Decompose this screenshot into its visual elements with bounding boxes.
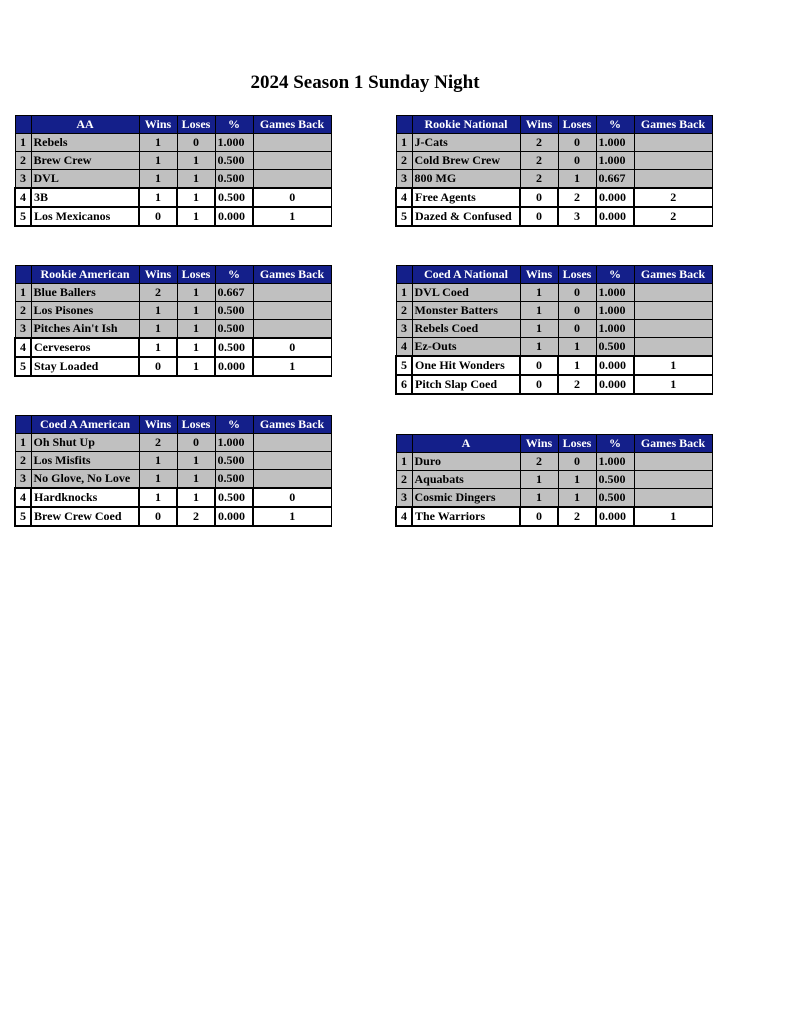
standings-table-rookie-national — [395, 115, 713, 227]
pct-cell: 0.500 — [215, 302, 253, 320]
wins-cell: 2 — [520, 152, 558, 170]
pct-cell: 0.500 — [215, 470, 253, 489]
team-name: The Warriors — [412, 507, 520, 526]
pct-cell: 0.500 — [215, 170, 253, 189]
games-back-cell — [634, 302, 712, 320]
table-row — [15, 357, 331, 376]
division-header: AA — [31, 116, 139, 134]
games-back-cell — [253, 284, 331, 302]
wins-cell: 0 — [520, 507, 558, 526]
standings-table-aa — [14, 115, 332, 227]
team-name: Brew Crew Coed — [31, 507, 139, 526]
team-name: Los Mexicanos — [31, 207, 139, 226]
loses-cell: 1 — [558, 170, 596, 189]
table-row — [396, 356, 712, 375]
loses-header: Loses — [558, 116, 596, 134]
wins-cell: 0 — [520, 188, 558, 207]
team-name: Free Agents — [412, 188, 520, 207]
rank-cell: 3 — [396, 170, 412, 189]
games-back-cell — [634, 338, 712, 357]
header-row — [396, 116, 712, 134]
games-back-cell — [253, 302, 331, 320]
wins-header: Wins — [520, 266, 558, 284]
table-row — [15, 207, 331, 226]
wins-header: Wins — [520, 435, 558, 453]
table-row — [396, 188, 712, 207]
rank-cell: 1 — [15, 134, 31, 152]
table-row — [396, 134, 712, 152]
wins-header: Wins — [520, 116, 558, 134]
games-back-cell — [253, 470, 331, 489]
table-row — [15, 134, 331, 152]
pct-cell: 0.500 — [596, 489, 634, 508]
table-row — [396, 507, 712, 526]
games-back-cell: 1 — [253, 207, 331, 226]
team-name: Dazed & Confused — [412, 207, 520, 226]
games-back-cell: 1 — [253, 357, 331, 376]
loses-cell: 0 — [177, 434, 215, 452]
team-name: Monster Batters — [412, 302, 520, 320]
team-name: Duro — [412, 453, 520, 471]
wins-cell: 1 — [520, 489, 558, 508]
games-back-cell — [634, 170, 712, 189]
pct-cell: 0.000 — [596, 375, 634, 394]
wins-cell: 1 — [139, 338, 177, 357]
rank-cell: 6 — [396, 375, 412, 394]
rank-header — [396, 116, 412, 134]
loses-cell: 1 — [177, 338, 215, 357]
table-row — [15, 284, 331, 302]
loses-header: Loses — [177, 266, 215, 284]
page-title: 2024 Season 1 Sunday Night — [250, 72, 480, 93]
rank-cell: 4 — [396, 507, 412, 526]
wins-cell: 0 — [139, 207, 177, 226]
games-back-cell: 1 — [634, 507, 712, 526]
loses-cell: 2 — [177, 507, 215, 526]
team-name: Los Pisones — [31, 302, 139, 320]
pct-header: % — [596, 266, 634, 284]
games-back-header: Games Back — [634, 116, 712, 134]
rank-cell: 1 — [396, 134, 412, 152]
pct-cell: 0.500 — [215, 320, 253, 339]
wins-cell: 2 — [520, 170, 558, 189]
pct-cell: 1.000 — [596, 284, 634, 302]
loses-cell: 1 — [177, 188, 215, 207]
pct-cell: 0.000 — [596, 188, 634, 207]
wins-cell: 2 — [139, 434, 177, 452]
rank-cell: 4 — [396, 338, 412, 357]
team-name: One Hit Wonders — [412, 356, 520, 375]
games-back-cell: 2 — [634, 188, 712, 207]
pct-cell: 1.000 — [215, 134, 253, 152]
table-row — [15, 507, 331, 526]
table-row — [15, 152, 331, 170]
header-row — [15, 416, 331, 434]
loses-cell: 2 — [558, 375, 596, 394]
loses-cell: 0 — [558, 152, 596, 170]
pct-cell: 0.000 — [215, 507, 253, 526]
team-name: Brew Crew — [31, 152, 139, 170]
rank-cell: 3 — [15, 320, 31, 339]
header-row — [396, 266, 712, 284]
team-name: Blue Ballers — [31, 284, 139, 302]
division-header: A — [412, 435, 520, 453]
games-back-cell — [253, 170, 331, 189]
pct-header: % — [215, 116, 253, 134]
table-row — [396, 152, 712, 170]
table-row — [15, 434, 331, 452]
games-back-cell — [634, 134, 712, 152]
loses-cell: 1 — [558, 489, 596, 508]
games-back-cell — [634, 453, 712, 471]
wins-cell: 1 — [520, 284, 558, 302]
wins-cell: 1 — [139, 152, 177, 170]
games-back-cell — [634, 152, 712, 170]
pct-cell: 1.000 — [596, 152, 634, 170]
wins-header: Wins — [139, 266, 177, 284]
wins-cell: 1 — [139, 170, 177, 189]
standings-table-coed-a-american — [14, 415, 332, 527]
wins-header: Wins — [139, 416, 177, 434]
pct-cell: 0.000 — [596, 356, 634, 375]
loses-cell: 2 — [558, 188, 596, 207]
rank-cell: 2 — [396, 302, 412, 320]
table-row — [396, 338, 712, 357]
rank-header — [396, 266, 412, 284]
division-header: Rookie National — [412, 116, 520, 134]
division-header: Coed A National — [412, 266, 520, 284]
loses-cell: 0 — [558, 284, 596, 302]
rank-cell: 2 — [15, 152, 31, 170]
team-name: Rebels — [31, 134, 139, 152]
loses-cell: 0 — [558, 453, 596, 471]
wins-cell: 0 — [520, 207, 558, 226]
loses-cell: 0 — [558, 320, 596, 338]
table-row — [396, 207, 712, 226]
loses-header: Loses — [177, 116, 215, 134]
pct-header: % — [215, 416, 253, 434]
loses-cell: 1 — [177, 452, 215, 470]
wins-cell: 2 — [139, 284, 177, 302]
rank-cell: 5 — [396, 207, 412, 226]
pct-cell: 0.000 — [596, 207, 634, 226]
loses-cell: 1 — [177, 170, 215, 189]
loses-cell: 1 — [177, 320, 215, 339]
standings-table-coed-a-national — [395, 265, 713, 395]
rank-cell: 2 — [396, 471, 412, 489]
wins-cell: 1 — [139, 302, 177, 320]
pct-cell: 0.500 — [596, 471, 634, 489]
wins-cell: 2 — [520, 453, 558, 471]
games-back-cell: 0 — [253, 488, 331, 507]
wins-cell: 2 — [520, 134, 558, 152]
team-name: Stay Loaded — [31, 357, 139, 376]
pct-cell: 1.000 — [596, 302, 634, 320]
rank-cell: 4 — [15, 338, 31, 357]
loses-cell: 1 — [558, 471, 596, 489]
pct-header: % — [596, 116, 634, 134]
wins-cell: 1 — [520, 338, 558, 357]
games-back-cell: 0 — [253, 188, 331, 207]
games-back-cell: 0 — [253, 338, 331, 357]
rank-cell: 5 — [15, 507, 31, 526]
loses-cell: 0 — [558, 134, 596, 152]
pct-cell: 0.000 — [215, 357, 253, 376]
team-name: Pitches Ain't Ish — [31, 320, 139, 339]
team-name: Cold Brew Crew — [412, 152, 520, 170]
games-back-header: Games Back — [253, 266, 331, 284]
pct-cell: 0.500 — [215, 452, 253, 470]
team-name: Aquabats — [412, 471, 520, 489]
table-row — [396, 375, 712, 394]
games-back-header: Games Back — [253, 416, 331, 434]
table-row — [15, 470, 331, 489]
rank-cell: 2 — [396, 152, 412, 170]
rank-cell: 1 — [396, 284, 412, 302]
loses-cell: 3 — [558, 207, 596, 226]
table-row — [15, 188, 331, 207]
table-row — [15, 338, 331, 357]
wins-cell: 1 — [139, 320, 177, 339]
rank-cell: 3 — [396, 489, 412, 508]
team-name: 800 MG — [412, 170, 520, 189]
pct-cell: 0.500 — [215, 338, 253, 357]
rank-cell: 1 — [396, 453, 412, 471]
division-header: Coed A American — [31, 416, 139, 434]
pct-cell: 0.667 — [215, 284, 253, 302]
pct-cell: 0.000 — [596, 507, 634, 526]
wins-cell: 1 — [139, 488, 177, 507]
rank-header — [15, 116, 31, 134]
loses-cell: 1 — [177, 284, 215, 302]
rank-cell: 1 — [15, 434, 31, 452]
team-name: Los Misfits — [31, 452, 139, 470]
rank-cell: 5 — [396, 356, 412, 375]
wins-cell: 0 — [520, 356, 558, 375]
games-back-cell — [634, 320, 712, 338]
pct-cell: 1.000 — [215, 434, 253, 452]
rank-cell: 5 — [15, 207, 31, 226]
pct-cell: 1.000 — [596, 453, 634, 471]
table-row — [15, 452, 331, 470]
rank-cell: 2 — [15, 302, 31, 320]
wins-cell: 0 — [139, 507, 177, 526]
wins-cell: 0 — [520, 375, 558, 394]
rank-cell: 3 — [15, 170, 31, 189]
wins-cell: 0 — [139, 357, 177, 376]
loses-cell: 0 — [558, 302, 596, 320]
table-row — [396, 170, 712, 189]
rank-header — [15, 266, 31, 284]
table-row — [396, 453, 712, 471]
standings-table-a — [395, 434, 713, 527]
loses-cell: 1 — [177, 207, 215, 226]
table-row — [396, 471, 712, 489]
rank-header — [15, 416, 31, 434]
wins-cell: 1 — [520, 302, 558, 320]
team-name: Cerveseros — [31, 338, 139, 357]
loses-cell: 2 — [558, 507, 596, 526]
table-row — [396, 284, 712, 302]
wins-cell: 1 — [139, 470, 177, 489]
wins-cell: 1 — [139, 452, 177, 470]
wins-header: Wins — [139, 116, 177, 134]
pct-cell: 0.500 — [596, 338, 634, 357]
table-row — [15, 170, 331, 189]
loses-cell: 1 — [177, 302, 215, 320]
games-back-cell — [253, 134, 331, 152]
games-back-cell: 1 — [253, 507, 331, 526]
rank-cell: 2 — [15, 452, 31, 470]
header-row — [15, 116, 331, 134]
wins-cell: 1 — [520, 471, 558, 489]
wins-cell: 1 — [520, 320, 558, 338]
header-row — [15, 266, 331, 284]
table-row — [396, 302, 712, 320]
loses-cell: 1 — [177, 357, 215, 376]
rank-cell: 4 — [15, 188, 31, 207]
team-name: Hardknocks — [31, 488, 139, 507]
loses-header: Loses — [558, 266, 596, 284]
rank-header — [396, 435, 412, 453]
pct-cell: 0.500 — [215, 152, 253, 170]
games-back-cell — [634, 284, 712, 302]
header-row — [396, 435, 712, 453]
pct-cell: 0.000 — [215, 207, 253, 226]
games-back-header: Games Back — [634, 266, 712, 284]
team-name: 3B — [31, 188, 139, 207]
table-row — [15, 302, 331, 320]
games-back-cell — [634, 489, 712, 508]
loses-cell: 1 — [177, 470, 215, 489]
table-row — [396, 320, 712, 338]
games-back-cell — [634, 471, 712, 489]
team-name: No Glove, No Love — [31, 470, 139, 489]
loses-cell: 1 — [177, 488, 215, 507]
table-row — [396, 489, 712, 508]
team-name: Ez-Outs — [412, 338, 520, 357]
rank-cell: 1 — [15, 284, 31, 302]
standings-table-rookie-american — [14, 265, 332, 377]
pct-header: % — [596, 435, 634, 453]
pct-cell: 1.000 — [596, 320, 634, 338]
pct-cell: 0.500 — [215, 488, 253, 507]
games-back-cell: 1 — [634, 375, 712, 394]
team-name: Rebels Coed — [412, 320, 520, 338]
games-back-header: Games Back — [634, 435, 712, 453]
pct-cell: 0.500 — [215, 188, 253, 207]
games-back-cell — [253, 152, 331, 170]
rank-cell: 4 — [15, 488, 31, 507]
loses-cell: 1 — [558, 356, 596, 375]
games-back-cell — [253, 320, 331, 339]
games-back-header: Games Back — [253, 116, 331, 134]
division-header: Rookie American — [31, 266, 139, 284]
games-back-cell — [253, 434, 331, 452]
loses-cell: 1 — [558, 338, 596, 357]
table-row — [15, 488, 331, 507]
loses-cell: 1 — [177, 152, 215, 170]
loses-header: Loses — [558, 435, 596, 453]
table-row — [15, 320, 331, 339]
loses-header: Loses — [177, 416, 215, 434]
pct-header: % — [215, 266, 253, 284]
rank-cell: 3 — [15, 470, 31, 489]
team-name: J-Cats — [412, 134, 520, 152]
team-name: Cosmic Dingers — [412, 489, 520, 508]
games-back-cell: 1 — [634, 356, 712, 375]
pct-cell: 1.000 — [596, 134, 634, 152]
rank-cell: 5 — [15, 357, 31, 376]
loses-cell: 0 — [177, 134, 215, 152]
wins-cell: 1 — [139, 134, 177, 152]
team-name: Oh Shut Up — [31, 434, 139, 452]
team-name: DVL — [31, 170, 139, 189]
pct-cell: 0.667 — [596, 170, 634, 189]
wins-cell: 1 — [139, 188, 177, 207]
team-name: Pitch Slap Coed — [412, 375, 520, 394]
rank-cell: 3 — [396, 320, 412, 338]
games-back-cell: 2 — [634, 207, 712, 226]
rank-cell: 4 — [396, 188, 412, 207]
team-name: DVL Coed — [412, 284, 520, 302]
games-back-cell — [253, 452, 331, 470]
